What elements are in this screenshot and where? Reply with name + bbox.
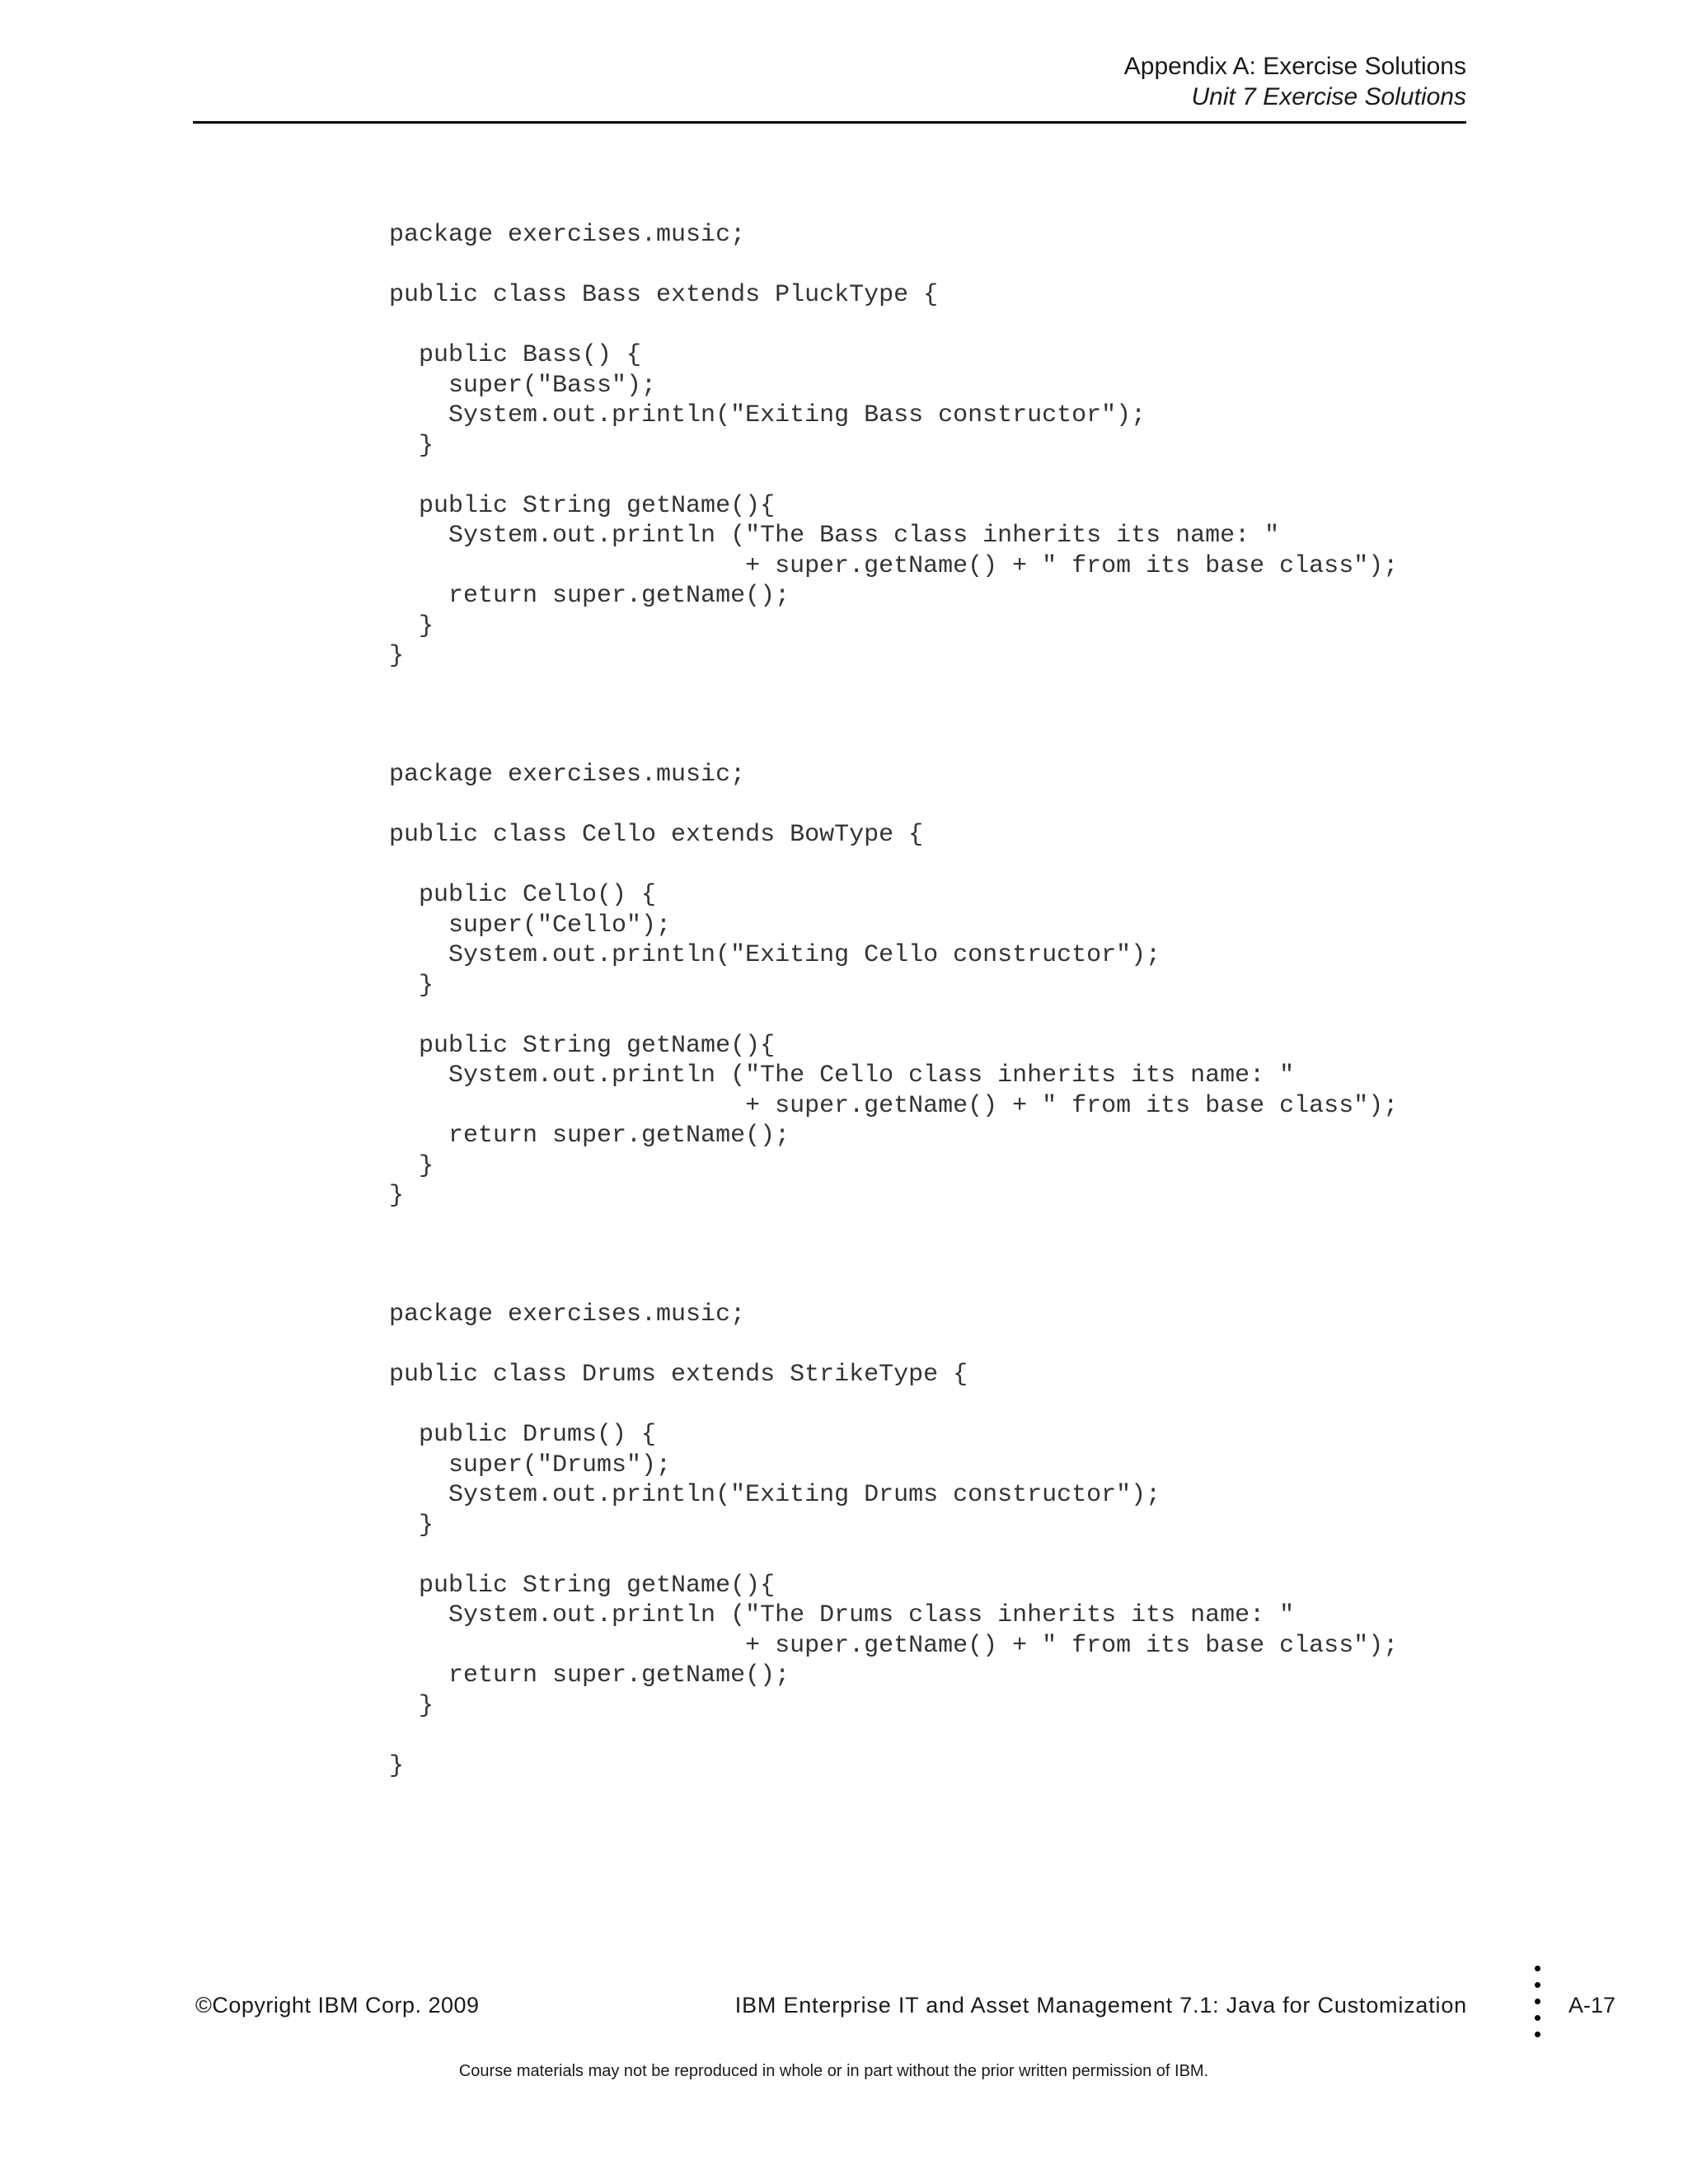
course-title: IBM Enterprise IT and Asset Management 7.1: Java for Customization bbox=[734, 1993, 1467, 2018]
code-block-cello: package exercises.music; public class Cello extends BowType { public Cello() { super("Cello"); System.out.println("Exiting Cello constructor"); } public String getName(){ System.out.println ("The Cello class inherits its name: " + super.getName() + " from its base class"); return super.getName(); } } bbox=[389, 761, 1399, 1210]
page-number: A-17 bbox=[1568, 1993, 1616, 2018]
header-subtitle: Unit 7 Exercise Solutions bbox=[1191, 83, 1466, 110]
page-header bbox=[1124, 51, 1466, 112]
header-title: Appendix A: Exercise Solutions bbox=[1123, 53, 1466, 80]
code-block-bass: package exercises.music; public class Bass extends PluckType { public Bass() { super("Bass"); System.out.println("Exiting Bass constructor"); } public String getName(){ System.out.println ("The Bass class inherits its name: " + super.getName() + " from its base class"); return super.getName(); } } bbox=[389, 221, 1399, 670]
code-block-drums: package exercises.music; public class Drums extends StrikeType { public Drums() { super("Drums"); System.out.println("Exiting Drums constructor"); } public String getName(){ System.out.println ("The Drums class inherits its name: " + super.getName() + " from its base class"); return super.getName(); } } bbox=[389, 1301, 1399, 1780]
copyright-notice: Course materials may not be reproduced in whole or in part without the prior written permission of IBM. bbox=[458, 2062, 1209, 2080]
header-divider bbox=[193, 121, 1466, 124]
dots-divider-icon bbox=[1535, 1966, 1543, 2048]
copyright-text: ©Copyright IBM Corp. 2009 bbox=[195, 1993, 480, 2018]
